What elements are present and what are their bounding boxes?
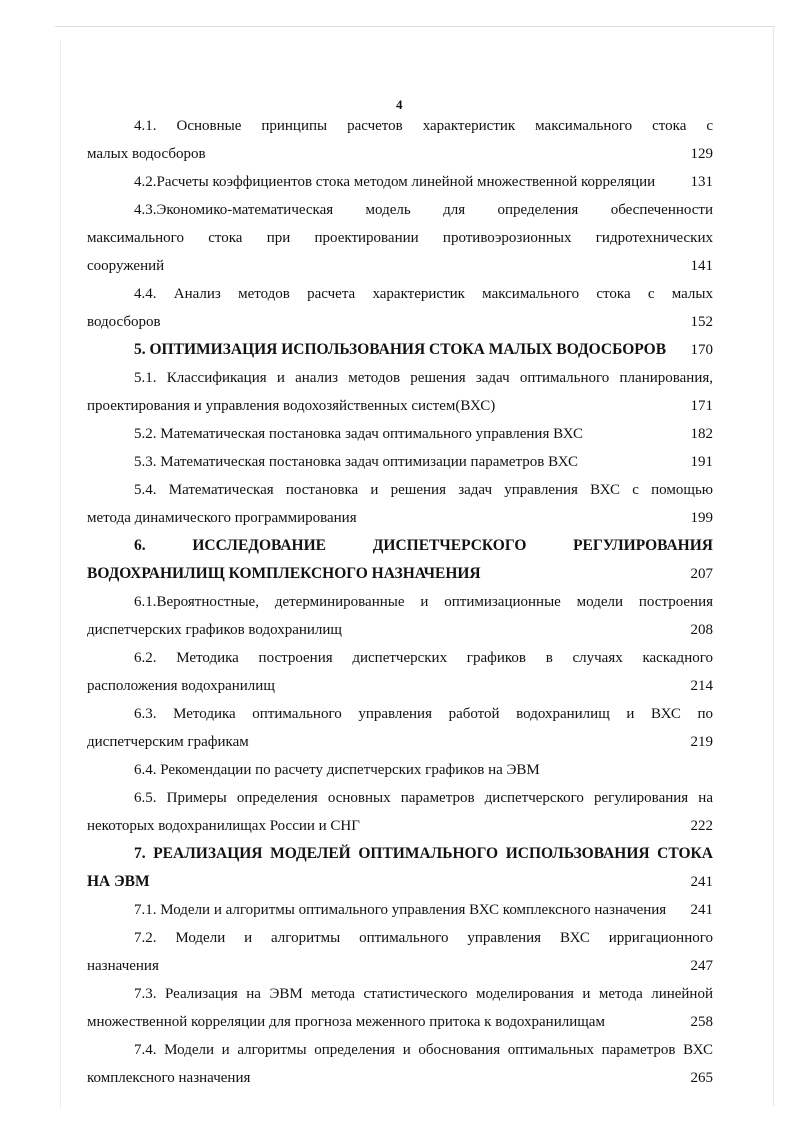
toc-entry-4-1	[87, 112, 713, 140]
toc-entry-text: 6.4. Рекомендации по расчету диспетчерских графиков на ЭВМ	[134, 762, 540, 778]
toc-page-number: 152	[690, 314, 713, 330]
toc-chapter-7-cont	[87, 868, 713, 896]
toc-entry-text: проектирования и управления водохозяйственных систем(ВХС)	[87, 398, 496, 414]
toc-entry-text: назначения	[87, 958, 159, 974]
toc-entry-text: водосборов	[87, 314, 161, 330]
toc-entry-text: 5.4. Математическая постановка и решения задач управления ВХС с помощью	[134, 482, 713, 498]
toc-entry-4-2	[87, 168, 713, 196]
toc-entry-text: 5.3. Математическая постановка задач оптимизации параметров ВХС	[134, 454, 579, 470]
toc-entry-text: 4.2.Расчеты коэффициентов стока методом линейной множественной корреляции	[134, 174, 656, 190]
toc-page-number: 214	[690, 678, 713, 694]
page-number: 4	[396, 97, 403, 112]
toc-entry-text: 4.4. Анализ методов расчета характеристик максимального стока с малых	[134, 286, 713, 302]
toc-chapter-title: 5. ОПТИМИЗАЦИЯ ИСПОЛЬЗОВАНИЯ СТОКА МАЛЫХ ВОДОСБОРОВ	[134, 341, 667, 358]
toc-page-number: 182	[690, 426, 713, 442]
toc-entry-4-4	[87, 280, 713, 308]
toc-page-number: 241	[690, 874, 713, 890]
toc-entry-5-1-cont	[87, 392, 713, 420]
toc-entry-text: метода динамического программирования	[87, 510, 357, 526]
toc-entry-text: малых водосборов	[87, 146, 206, 162]
toc-page-number: 171	[690, 398, 713, 414]
toc-entry-text: диспетчерских графиков водохранилищ	[87, 622, 342, 638]
toc-page-number: 241	[690, 902, 713, 918]
toc-entry-4-4-cont	[87, 308, 713, 336]
scan-edge-top	[55, 26, 775, 27]
toc-entry-text: 7.2. Модели и алгоритмы оптимального управления ВХС ирригационного	[134, 930, 713, 946]
toc-chapter-title: ВОДОХРАНИЛИЩ КОМПЛЕКСНОГО НАЗНАЧЕНИЯ	[87, 565, 481, 582]
toc-entry-6-5	[87, 784, 713, 812]
toc-entry-6-2	[87, 644, 713, 672]
toc-entry-4-3-cont	[87, 224, 713, 252]
toc-entry-6-5-cont	[87, 812, 713, 840]
toc-page-number: 129	[690, 146, 713, 162]
toc-entry-7-4-cont	[87, 1064, 713, 1092]
toc-entry-text: множественной корреляции для прогноза меженного притока к водохранилищам	[87, 1014, 605, 1030]
toc-chapter-title: НА ЭВМ	[87, 873, 150, 890]
toc-entry-text: диспетчерским графикам	[87, 734, 249, 750]
toc-entry-4-1-cont	[87, 140, 713, 168]
toc-entry-text: сооружений	[87, 258, 165, 274]
toc-entry-text: 7.4. Модели и алгоритмы определения и обоснования оптимальных параметров ВХС	[134, 1042, 713, 1058]
toc-chapter-5	[87, 336, 713, 364]
toc-entry-text: 5.1. Классификация и анализ методов решения задач оптимального планирования,	[134, 370, 713, 386]
toc-entry-6-3-cont	[87, 728, 713, 756]
toc-page-number: 222	[690, 818, 713, 834]
toc-entry-text: 4.1. Основные принципы расчетов характеристик максимального стока с	[134, 118, 713, 134]
toc-page-number: 208	[690, 622, 713, 638]
toc-entry-7-2-cont	[87, 952, 713, 980]
toc-entry-text: 5.2. Математическая постановка задач оптимального управления ВХС	[134, 426, 583, 442]
toc-entry-6-2-cont	[87, 672, 713, 700]
toc-entry-6-1	[87, 588, 713, 616]
toc-chapter-6	[87, 532, 713, 560]
toc-page-number: 219	[690, 734, 713, 750]
toc-entry-6-1-cont	[87, 616, 713, 644]
toc-entry-5-2	[87, 420, 713, 448]
toc-page-number: 247	[690, 958, 713, 974]
toc-entry-7-3	[87, 980, 713, 1008]
toc-chapter-title: 6. ИССЛЕДОВАНИЕ ДИСПЕТЧЕРСКОГО РЕГУЛИРОВАНИЯ	[134, 537, 713, 554]
toc-entry-text: 6.5. Примеры определения основных параметров диспетчерского регулирования на	[134, 790, 713, 806]
toc-entry-5-1	[87, 364, 713, 392]
toc-page-number: 265	[690, 1070, 713, 1086]
toc-page-number: 207	[690, 566, 713, 582]
toc-entry-text: максимального стока при проектировании противоэрозионных гидротехнических	[87, 230, 713, 246]
toc-page-number: 191	[690, 454, 713, 470]
toc-chapter-title: 7. РЕАЛИЗАЦИЯ МОДЕЛЕЙ ОПТИМАЛЬНОГО ИСПОЛЬЗОВАНИЯ СТОКА	[134, 845, 713, 862]
toc-entry-text: некоторых водохранилищах России и СНГ	[87, 818, 360, 834]
toc-entry-text: 6.2. Методика построения диспетчерских графиков в случаях каскадного	[134, 650, 713, 666]
toc-entry-text: 6.1.Вероятностные, детерминированные и оптимизационные модели построения	[134, 594, 713, 610]
toc-entry-4-3-cont2	[87, 252, 713, 280]
toc-entry-text: расположения водохранилищ	[87, 678, 275, 694]
toc-page-number: 141	[690, 258, 713, 274]
toc-entry-7-3-cont	[87, 1008, 713, 1036]
toc-entry-text: 7.1. Модели и алгоритмы оптимального управления ВХС комплексного назначения	[134, 902, 667, 918]
toc-entry-text: 6.3. Методика оптимального управления работой водохранилищ и ВХС по	[134, 706, 713, 722]
toc-entry-4-3	[87, 196, 713, 224]
toc-entry-text: комплексного назначения	[87, 1070, 251, 1086]
toc-page-number: 258	[690, 1014, 713, 1030]
toc-page-number: 170	[690, 342, 713, 358]
toc-page-number: 199	[690, 510, 713, 526]
toc-entry-text: 7.3. Реализация на ЭВМ метода статистического моделирования и метода линейной	[134, 986, 713, 1002]
scan-edge-left	[60, 40, 61, 1110]
toc-chapter-6-cont	[87, 560, 713, 588]
toc-entry-5-3	[87, 448, 713, 476]
table-of-contents	[87, 112, 713, 1092]
toc-entry-6-3	[87, 700, 713, 728]
toc-entry-7-2	[87, 924, 713, 952]
toc-entry-5-4-cont	[87, 504, 713, 532]
toc-chapter-7	[87, 840, 713, 868]
toc-entry-5-4	[87, 476, 713, 504]
toc-entry-6-4	[87, 756, 713, 784]
toc-entry-7-1	[87, 896, 713, 924]
toc-page-number: 131	[690, 174, 713, 190]
toc-entry-7-4	[87, 1036, 713, 1064]
scan-edge-right	[773, 26, 774, 1106]
toc-entry-text: 4.3.Экономико-математическая модель для определения обеспеченности	[134, 202, 713, 218]
